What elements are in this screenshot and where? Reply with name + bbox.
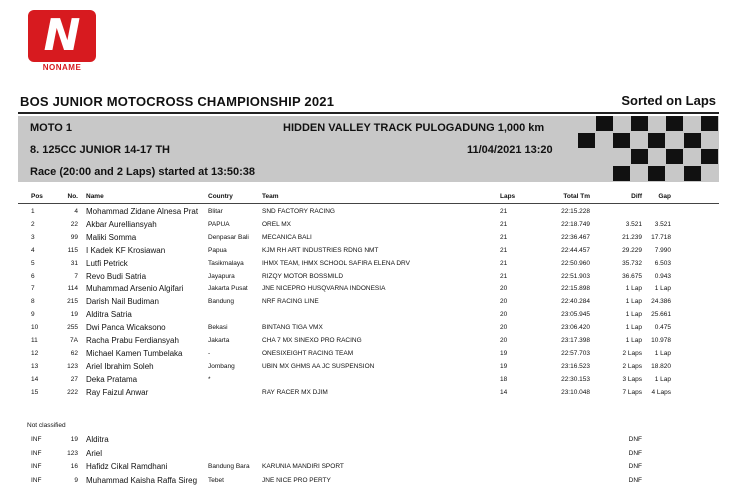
cell-name: Racha Prabu Ferdiansyah bbox=[86, 336, 179, 345]
checker-square bbox=[631, 116, 648, 131]
cell-gap: 17.718 bbox=[651, 233, 671, 241]
cell-diff: 35.732 bbox=[622, 259, 642, 267]
col-name: Name bbox=[86, 193, 104, 200]
cell-country: Blitar bbox=[208, 208, 223, 215]
checker-square bbox=[631, 149, 648, 164]
cell-country: Bekasi bbox=[208, 324, 228, 332]
results-header-row bbox=[0, 193, 741, 203]
cell-no: 19 bbox=[70, 436, 78, 443]
cell-no: 7 bbox=[74, 272, 78, 280]
checkered-flag-graphic bbox=[578, 116, 719, 182]
cell-total: 23:10.048 bbox=[561, 388, 590, 396]
table-row bbox=[0, 463, 741, 473]
cell-total: 22:51.903 bbox=[561, 272, 590, 280]
cell-no: 4 bbox=[74, 208, 78, 215]
cell-pos: INF bbox=[31, 463, 42, 470]
col-country: Country bbox=[208, 193, 233, 200]
cell-gap: 0.475 bbox=[654, 324, 671, 332]
cell-name: Michael Kamen Tumbelaka bbox=[86, 348, 183, 358]
cell-pos: 11 bbox=[31, 337, 38, 344]
cell-laps: 19 bbox=[500, 362, 508, 370]
cell-team: SND FACTORY RACING bbox=[262, 208, 335, 215]
table-row bbox=[0, 477, 741, 487]
cell-gap: 1 Lap bbox=[654, 375, 671, 383]
class-label: 8. 125CC JUNIOR 14-17 TH bbox=[30, 144, 170, 156]
cell-no: 123 bbox=[67, 449, 78, 457]
cell-total: 22:18.749 bbox=[561, 220, 590, 228]
cell-gap: 3.521 bbox=[654, 220, 671, 228]
cell-team: NRF RACING LINE bbox=[262, 298, 319, 306]
cell-no: 19 bbox=[70, 311, 78, 319]
cell-laps: 21 bbox=[500, 220, 508, 228]
cell-team: BINTANG TIGA VMX bbox=[262, 324, 323, 332]
championship-title: BOS JUNIOR MOTOCROSS CHAMPIONSHIP 2021 bbox=[20, 94, 335, 109]
cell-no: 99 bbox=[70, 233, 78, 241]
checker-square bbox=[701, 149, 718, 164]
col-diff: Diff bbox=[631, 193, 642, 200]
cell-team: OREL MX bbox=[262, 220, 292, 228]
organizer-logo bbox=[28, 10, 96, 72]
cell-no: 22 bbox=[70, 220, 78, 228]
cell-gap: 1 Lap bbox=[654, 349, 671, 357]
cell-laps: 21 bbox=[500, 272, 508, 280]
cell-diff: DNF bbox=[628, 463, 642, 470]
cell-country: Jombang bbox=[208, 362, 235, 370]
cell-diff: 1 Lap bbox=[625, 285, 642, 293]
checker-square bbox=[578, 133, 595, 148]
cell-no: 123 bbox=[67, 362, 78, 370]
cell-country: Denpasar Bali bbox=[208, 233, 249, 241]
cell-pos: 7 bbox=[31, 285, 35, 293]
table-row bbox=[0, 311, 741, 321]
cell-country: Tebet bbox=[208, 476, 224, 484]
cell-diff: 36.675 bbox=[622, 272, 642, 280]
cell-country: Jakarta bbox=[208, 337, 230, 344]
cell-no: 222 bbox=[67, 388, 78, 396]
cell-gap: 6.503 bbox=[654, 259, 671, 267]
cell-diff: 1 Lap bbox=[625, 324, 642, 332]
cell-no: 31 bbox=[70, 259, 78, 267]
cell-team: RIZQY MOTOR BOSSMILD bbox=[262, 272, 344, 280]
cell-laps: 21 bbox=[500, 259, 508, 267]
cell-pos: 3 bbox=[31, 233, 35, 241]
checker-square bbox=[666, 116, 683, 131]
cell-name: Deka Pratama bbox=[86, 374, 138, 384]
checker-square bbox=[684, 166, 701, 181]
checker-square bbox=[684, 133, 701, 148]
cell-no: 115 bbox=[67, 246, 78, 254]
cell-diff: 29.229 bbox=[622, 246, 642, 254]
table-row bbox=[0, 273, 741, 283]
moto-label: MOTO 1 bbox=[30, 122, 72, 134]
cell-laps: 18 bbox=[500, 375, 508, 383]
cell-total: 22:50.960 bbox=[561, 259, 590, 267]
cell-team: KJM RH ART INDUSTRIES RDNG NMT bbox=[262, 246, 379, 254]
cell-name: Ray Faizul Anwar bbox=[86, 387, 149, 397]
cell-team: JNE NICE PRO PERTY bbox=[262, 476, 331, 484]
cell-country: Tasikmalaya bbox=[208, 259, 244, 267]
cell-country: Jayapura bbox=[208, 272, 235, 280]
track-label: HIDDEN VALLEY TRACK PULOGADUNG 1,000 km bbox=[283, 122, 545, 134]
not-classified-label: Not classified bbox=[27, 422, 66, 429]
checker-square bbox=[613, 133, 630, 148]
table-row bbox=[0, 247, 741, 257]
cell-diff: 1 Lap bbox=[625, 337, 642, 344]
cell-diff: 7 Laps bbox=[622, 388, 642, 396]
table-row bbox=[0, 450, 741, 460]
col-laps: Laps bbox=[500, 193, 516, 200]
cell-no: 16 bbox=[70, 463, 78, 470]
cell-total: 22:36.467 bbox=[561, 233, 590, 241]
col-team: Team bbox=[262, 193, 279, 200]
cell-laps: 20 bbox=[500, 324, 508, 332]
cell-gap: 24.386 bbox=[651, 298, 671, 306]
table-row bbox=[0, 337, 741, 347]
cell-name: Lutfi Petrick bbox=[86, 258, 128, 268]
table-row bbox=[0, 376, 741, 386]
cell-gap: 4 Laps bbox=[651, 388, 671, 396]
cell-diff: DNF bbox=[628, 436, 642, 443]
sort-label: Sorted on Laps bbox=[621, 93, 716, 108]
cell-no: 9 bbox=[74, 476, 78, 484]
cell-pos: 6 bbox=[31, 272, 35, 280]
table-row bbox=[0, 234, 741, 244]
table-row bbox=[0, 208, 741, 218]
date-label: 11/04/2021 13:20 bbox=[467, 144, 553, 156]
cell-pos: 2 bbox=[31, 220, 35, 228]
table-row bbox=[0, 389, 741, 399]
cell-total: 23:17.398 bbox=[561, 337, 590, 344]
col-no: No. bbox=[67, 193, 78, 200]
cell-team: CHA 7 MX SINEXO PRO RACING bbox=[262, 337, 362, 344]
cell-diff: 3.521 bbox=[625, 220, 642, 228]
table-row bbox=[0, 350, 741, 360]
cell-pos: 9 bbox=[31, 311, 35, 319]
cell-total: 22:15.898 bbox=[561, 285, 590, 293]
cell-total: 22:57.703 bbox=[561, 349, 590, 357]
cell-laps: 20 bbox=[500, 311, 508, 319]
cell-no: 255 bbox=[67, 324, 78, 332]
cell-pos: 4 bbox=[31, 246, 35, 254]
cell-pos: 5 bbox=[31, 259, 35, 267]
cell-name: Mohammad Zidane Alnesa Prat bbox=[86, 207, 199, 216]
cell-team: RAY RACER MX DJIM bbox=[262, 388, 328, 396]
cell-diff: 3 Laps bbox=[622, 375, 642, 383]
checker-square bbox=[648, 133, 665, 148]
cell-team: ONESIXEIGHT RACING TEAM bbox=[262, 349, 354, 357]
cell-team: JNE NICEPRO HUSQVARNA INDONESIA bbox=[262, 285, 386, 293]
table-row bbox=[0, 298, 741, 308]
checker-square bbox=[666, 149, 683, 164]
logo-brand: NONAME bbox=[42, 63, 82, 72]
cell-name: Ariel Ibrahim Soleh bbox=[86, 361, 154, 371]
cell-country: Jakarta Pusat bbox=[208, 285, 248, 293]
cell-no: 62 bbox=[70, 349, 78, 357]
cell-name: Dwi Panca Wicaksono bbox=[86, 323, 166, 333]
cell-no: 27 bbox=[70, 375, 78, 383]
cell-country: Papua bbox=[208, 246, 227, 254]
cell-country: - bbox=[208, 349, 211, 357]
cell-name: I Kadek KF Krosiawan bbox=[86, 245, 166, 255]
cell-diff: 2 Laps bbox=[622, 349, 642, 357]
cell-total: 22:40.284 bbox=[561, 298, 590, 306]
cell-country: * bbox=[208, 375, 211, 383]
cell-pos: 13 bbox=[31, 362, 39, 370]
cell-name: Akbar Aurelliansyah bbox=[86, 219, 157, 229]
cell-pos: INF bbox=[31, 476, 42, 484]
cell-laps: 14 bbox=[500, 388, 508, 396]
checker-square bbox=[596, 116, 613, 131]
cell-name: Revo Budi Satria bbox=[86, 271, 147, 281]
header-divider bbox=[18, 203, 719, 204]
cell-pos: 12 bbox=[31, 349, 39, 357]
cell-name: Muhammad Kaisha Raffa Sireg bbox=[86, 475, 198, 485]
cell-laps: 20 bbox=[500, 285, 508, 293]
cell-name: Alditra bbox=[86, 435, 109, 444]
cell-country: Bandung Bara bbox=[208, 463, 250, 470]
cell-gap: 1 Lap bbox=[654, 285, 671, 293]
cell-team: UBIN MX GHMS AA JC SUSPENSION bbox=[262, 362, 375, 370]
cell-laps: 21 bbox=[500, 233, 508, 241]
cell-gap: 25.661 bbox=[651, 311, 671, 319]
cell-total: 23:05.945 bbox=[561, 311, 590, 319]
table-row bbox=[0, 363, 741, 373]
cell-pos: 15 bbox=[31, 388, 39, 396]
checker-square bbox=[613, 166, 630, 181]
cell-name: Hafidz Cikal Ramdhani bbox=[86, 462, 168, 471]
cell-pos: 8 bbox=[31, 298, 35, 306]
table-row bbox=[0, 260, 741, 270]
cell-pos: 1 bbox=[31, 208, 35, 215]
cell-name: Maliki Somma bbox=[86, 232, 137, 242]
cell-diff: DNF bbox=[628, 476, 642, 484]
cell-total: 22:15.228 bbox=[561, 208, 590, 215]
cell-total: 23:06.420 bbox=[561, 324, 590, 332]
cell-pos: INF bbox=[31, 449, 42, 457]
table-row bbox=[0, 285, 741, 295]
cell-pos: 10 bbox=[31, 324, 39, 332]
cell-gap: 10.978 bbox=[651, 337, 671, 344]
cell-diff: DNF bbox=[628, 449, 642, 457]
cell-laps: 21 bbox=[500, 208, 508, 215]
checker-square bbox=[701, 116, 718, 131]
cell-gap: 18.820 bbox=[651, 362, 671, 370]
cell-no: 114 bbox=[67, 285, 78, 293]
col-gap: Gap bbox=[658, 193, 671, 200]
checker-square bbox=[648, 166, 665, 181]
race-info: Race (20:00 and 2 Laps) started at 13:50:38 bbox=[30, 166, 255, 178]
cell-name: Alditra Satria bbox=[86, 310, 132, 320]
cell-name: Muhammad Arsenio Algifari bbox=[86, 284, 184, 294]
table-row bbox=[0, 324, 741, 334]
cell-total: 23:16.523 bbox=[561, 362, 590, 370]
cell-diff: 21.239 bbox=[622, 233, 642, 241]
cell-team: IHMX TEAM, IHMX SCHOOL SAFIRA ELENA DRV bbox=[262, 259, 410, 267]
cell-laps: 19 bbox=[500, 349, 508, 357]
title-divider bbox=[18, 112, 719, 114]
cell-total: 22:30.153 bbox=[561, 375, 590, 383]
cell-gap: 7.990 bbox=[654, 246, 671, 254]
table-row bbox=[0, 436, 741, 446]
cell-laps: 20 bbox=[500, 298, 508, 306]
cell-no: 215 bbox=[67, 298, 78, 306]
cell-diff: 1 Lap bbox=[625, 298, 642, 306]
cell-name: Darish Nail Budiman bbox=[86, 297, 159, 307]
cell-pos: INF bbox=[31, 436, 42, 443]
cell-country: PAPUA bbox=[208, 220, 230, 228]
table-row bbox=[0, 221, 741, 231]
logo-letter: N bbox=[43, 10, 81, 61]
cell-pos: 14 bbox=[31, 375, 39, 383]
cell-laps: 20 bbox=[500, 337, 508, 344]
cell-team: KARUNIA MANDIRI SPORT bbox=[262, 463, 344, 470]
cell-no: 7A bbox=[70, 337, 78, 344]
cell-laps: 21 bbox=[500, 246, 508, 254]
cell-gap: 0.943 bbox=[654, 272, 671, 280]
cell-total: 22:44.457 bbox=[561, 246, 590, 254]
col-total: Total Tm bbox=[563, 193, 590, 200]
cell-name: Ariel bbox=[86, 448, 103, 458]
cell-diff: 2 Laps bbox=[622, 362, 642, 370]
cell-diff: 1 Lap bbox=[625, 311, 642, 319]
cell-team: MECANICA BALI bbox=[262, 233, 312, 241]
col-pos: Pos bbox=[31, 193, 43, 200]
cell-country: Bandung bbox=[208, 298, 235, 306]
